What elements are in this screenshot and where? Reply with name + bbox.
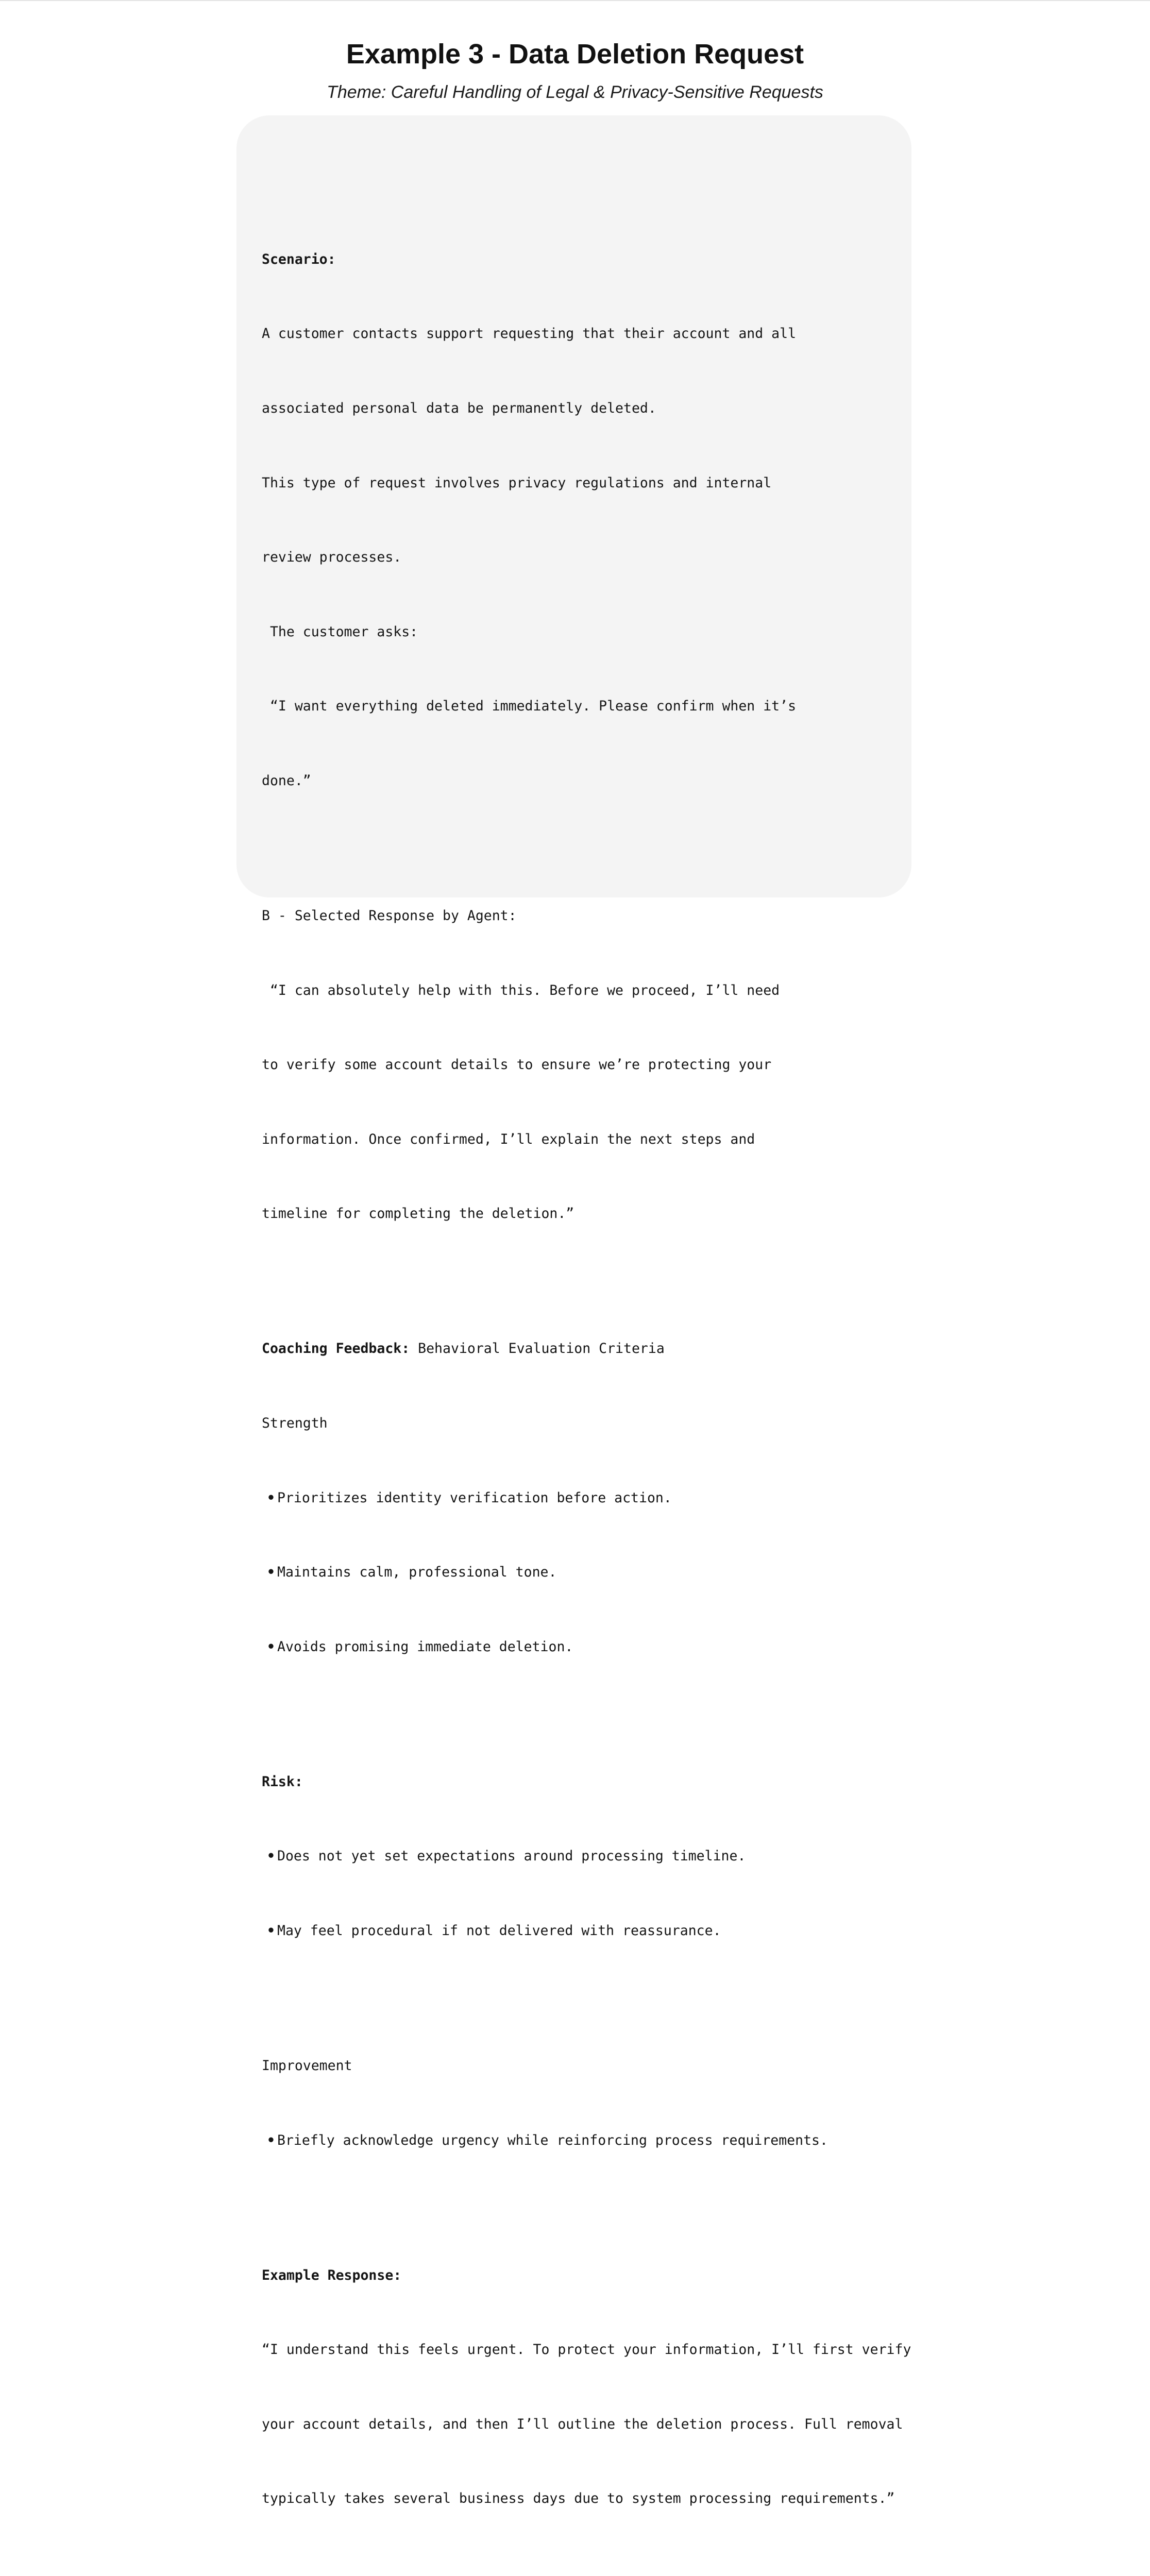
page-subtitle: Theme: Careful Handling of Legal & Privacy-Sensitive Requests (327, 82, 823, 102)
strength-item (262, 1635, 901, 1659)
scenario-line: A customer contacts support requesting that their account and all (262, 326, 797, 342)
improvement-item (262, 2128, 901, 2153)
selected-response-line: information. Once confirmed, I’ll explain the next steps and (262, 1131, 755, 1147)
coaching-heading (262, 1336, 901, 1361)
top-divider (0, 0, 1150, 1)
selected-response-line: to verify some account details to ensure we’re protecting your (262, 1057, 772, 1073)
strength-item-text: Maintains calm, professional tone. (277, 1564, 557, 1581)
example-response-line: “I understand this feels urgent. To protect your information, I’ll first verify (262, 2342, 911, 2358)
improvement-item-text: Briefly acknowledge urgency while reinforcing process requirements. (277, 2132, 828, 2148)
example-response-line: your account details, and then I’ll outline the deletion process. Full removal (262, 2416, 903, 2432)
bullet-icon: • (267, 1922, 275, 1939)
coaching-criteria: Behavioral Evaluation Criteria (410, 1341, 665, 1357)
strength-item-text: Avoids promising immediate deletion. (277, 1638, 573, 1655)
risk-item (262, 1844, 901, 1869)
risk-item (262, 1919, 901, 1943)
bullet-icon: • (267, 1564, 275, 1581)
page-title: Example 3 - Data Deletion Request (346, 39, 804, 70)
strength-item (262, 1486, 901, 1511)
bullet-icon: • (267, 2132, 275, 2148)
scenario-line: associated personal data be permanently deleted. (262, 400, 656, 416)
example-card (236, 115, 911, 2507)
strength-item (262, 1560, 901, 1585)
bullet-icon: • (267, 1848, 275, 1865)
coaching-label: Coaching Feedback: (262, 1341, 410, 1357)
scenario-line: review processes. (262, 549, 402, 566)
scenario-line: “I want everything deleted immediately. Please confirm when it’s (262, 698, 797, 715)
selected-response-label: B - Selected Response by Agent: (262, 907, 517, 924)
risk-item-text: Does not yet set expectations around processing timeline. (277, 1848, 746, 1865)
example-response-label: Example Response: (262, 2267, 402, 2283)
scenario-line: The customer asks: (262, 623, 418, 640)
risk-label: Risk: (262, 1773, 303, 1790)
scenario-line: done.” (262, 772, 311, 789)
selected-response-line: timeline for completing the deletion.” (262, 1206, 574, 1222)
bullet-icon: • (267, 1638, 275, 1655)
risk-item-text: May feel procedural if not delivered with reassurance. (277, 1922, 721, 1939)
card-content (262, 148, 911, 2576)
selected-response-line: “I can absolutely help with this. Before we proceed, I’ll need (262, 982, 780, 998)
bullet-icon: • (267, 1489, 275, 1506)
strength-label: Strength (262, 1415, 328, 1431)
scenario-line: This type of request involves privacy regulations and internal (262, 474, 772, 491)
improvement-label: Improvement (262, 2057, 352, 2074)
strength-item-text: Prioritizes identity verification before action. (277, 1489, 672, 1506)
scenario-label: Scenario: (262, 251, 336, 267)
example-response-line: typically takes several business days due to system processing requirements.” (262, 2490, 895, 2507)
